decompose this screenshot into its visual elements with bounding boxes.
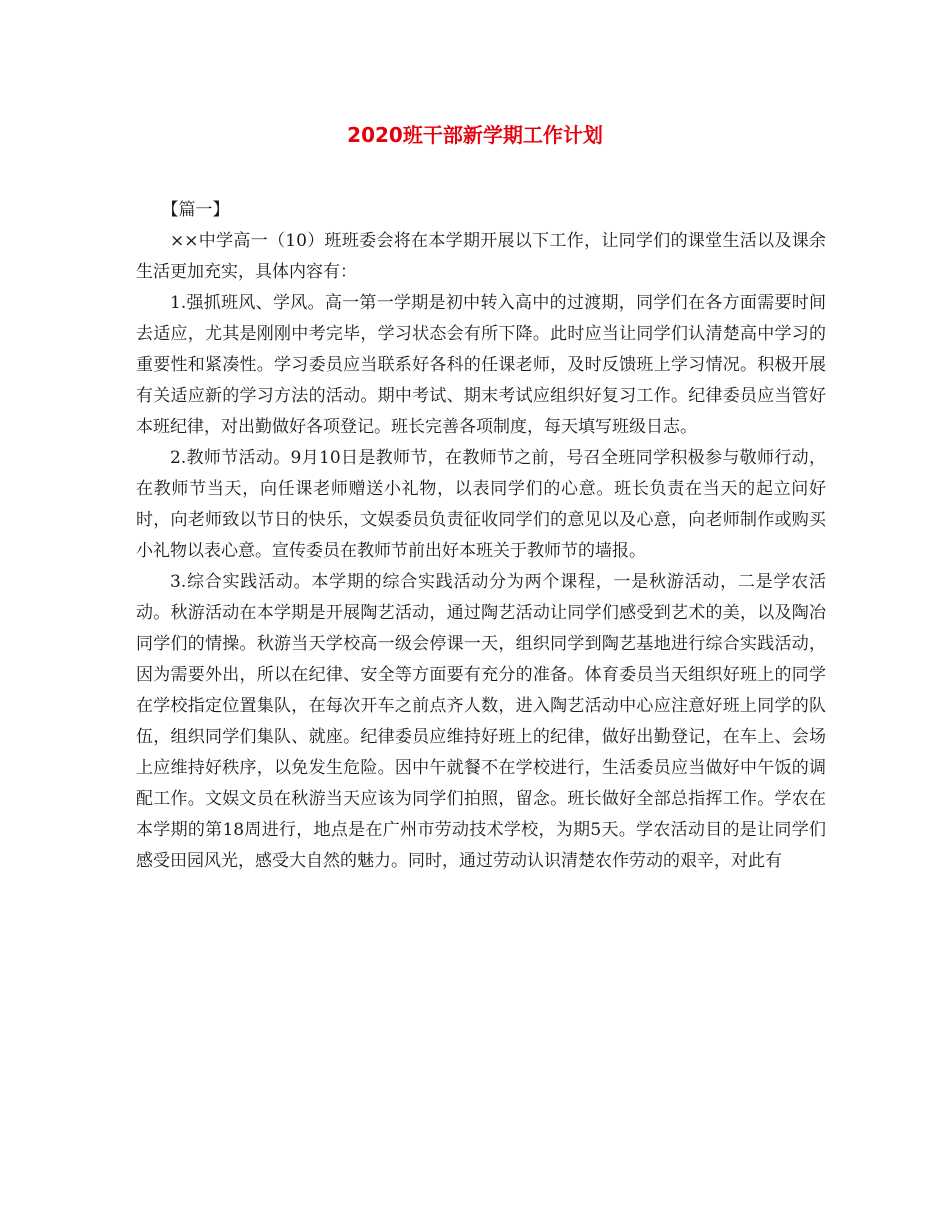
paragraph-item-1: 1.强抓班风、学风。高一第一学期是初中转入高中的过渡期，同学们在各方面需要时间去适应，尤其是刚刚中考完毕，学习状态会有所下降。此时应当让同学们认清楚高中学习的重要性和紧凑性。学习委员应当联系好各科的任课老师，及时反馈班上学习情况。积极开展有关适应新的学习方法的活动。期中考试、期末考试应组织好复习工作。纪律委员应当管好本班纪律，对出勤做好各项登记。班长完善各项制度，每天填写班级日志。	[136, 293, 826, 437]
document-title: 2020班干部新学期工作计划	[347, 123, 603, 147]
paragraph-intro: ××中学高一（10）班班委会将在本学期开展以下工作，让同学们的课堂生活以及课余生活更加充实，具体内容有：	[136, 231, 826, 282]
section-label: 【篇一】	[161, 200, 230, 220]
document-body	[136, 195, 826, 877]
paragraph-item-2: 2.教师节活动。9月10日是教师节，在教师节之前，号召全班同学积极参与敬师行动，在教师节当天，向任课老师赠送小礼物，以表同学们的心意。班长负责在当天的起立问好时，向老师致以节日的快乐，文娱委员负责征收同学们的意见以及心意，向老师制作或购买小礼物以表心意。宣传委员在教师节前出好本班关于教师节的墙报。	[136, 448, 826, 561]
paragraph-item-3: 3.综合实践活动。本学期的综合实践活动分为两个课程，一是秋游活动，二是学农活动。秋游活动在本学期是开展陶艺活动，通过陶艺活动让同学们感受到艺术的美，以及陶冶同学们的情操。秋游当天学校高一级会停课一天，组织同学到陶艺基地进行综合实践活动，因为需要外出，所以在纪律、安全等方面要有充分的准备。体育委员当天组织好班上的同学在学校指定位置集队，在每次开车之前点齐人数，进入陶艺活动中心应注意好班上同学的队伍，组织同学们集队、就座。纪律委员应维持好班上的纪律，做好出勤登记，在车上、会场上应维持好秩序，以免发生危险。因中午就餐不在学校进行，生活委员应当做好中午饭的调配工作。文娱文员在秋游当天应该为同学们拍照，留念。班长做好全部总指挥工作。学农在本学期的第18周进行，地点是在广州市劳动技术学校，为期5天。学农活动目的是让同学们感受田园风光，感受大自然的魅力。同时，通过劳动认识清楚农作劳动的艰辛，对此有	[136, 572, 826, 871]
